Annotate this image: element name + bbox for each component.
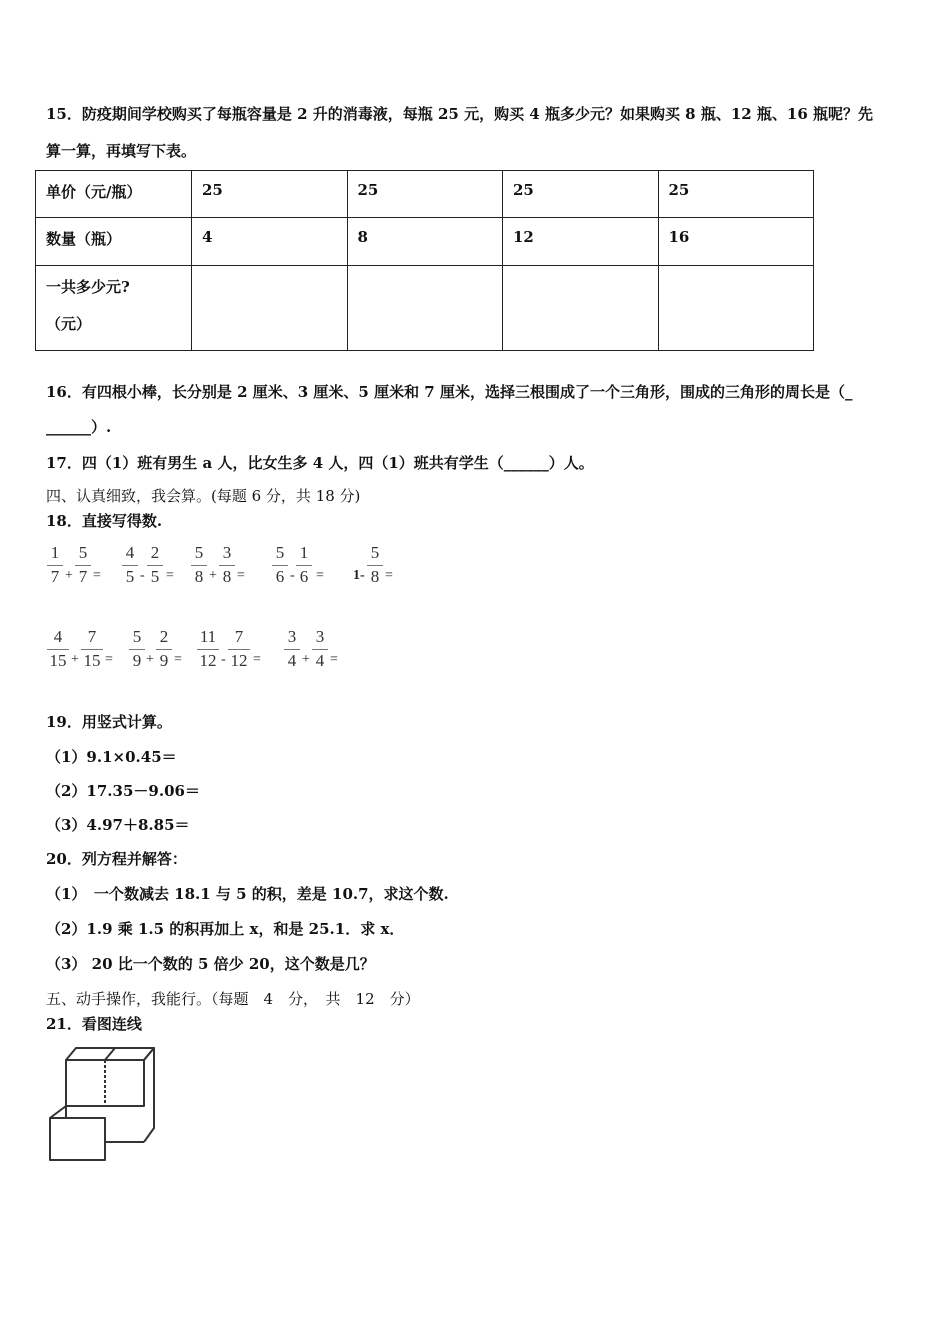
q19-item: （2）17.35－9.06＝ <box>46 782 200 800</box>
table-cell: 25 <box>503 171 659 218</box>
table-cell: 8 <box>347 218 503 266</box>
table-row-header <box>36 266 192 351</box>
table-cell: 4 <box>192 218 348 266</box>
section-five-heading: 五、动手操作，我能行。（每题 4 分， 共 12 分） <box>46 990 420 1008</box>
q15-line1: 15．防疫期间学校购买了每瓶容量是 2 升的消毒液，每瓶 25 元，购买 4 瓶多少元？如果购买 8 瓶、12 瓶、16 瓶呢？先 <box>46 105 874 123</box>
price-table <box>35 170 814 351</box>
q19-item: （1）9.1×0.45＝ <box>46 748 177 766</box>
table-cell: 16 <box>658 218 814 266</box>
q20-item: （1） 一个数减去 18.1 与 5 的积，差是 10.7，求这个数. <box>46 885 449 903</box>
table-cell: 12 <box>503 218 659 266</box>
cube-top-face <box>50 1106 105 1118</box>
cube-edge <box>105 1142 144 1160</box>
q17-text: 17．四（1）班有男生 a 人，比女生多 4 人，四（1）班共有学生（______）人。 <box>46 454 594 472</box>
q19-title: 19．用竖式计算。 <box>46 713 172 731</box>
table-row <box>36 266 814 351</box>
table-cell: 25 <box>347 171 503 218</box>
table-cell: 25 <box>192 171 348 218</box>
q18-title: 18．直接写得数. <box>46 512 163 530</box>
cube-figure <box>44 1044 160 1164</box>
section-four-heading: 四、认真细致，我会算。(每题 6 分，共 18 分) <box>46 487 361 505</box>
header-line: 一共多少元? <box>46 278 130 296</box>
q21-title: 21．看图连线 <box>46 1015 142 1033</box>
cube-side-face <box>144 1048 154 1142</box>
q16-line2: ______）. <box>46 418 112 436</box>
header-line: （元） <box>46 315 92 333</box>
cube-front-face <box>50 1118 105 1160</box>
answer-cell[interactable] <box>503 266 659 351</box>
q16-line1: 16．有四根小棒，长分别是 2 厘米、3 厘米、5 厘米和 7 厘米，选择三根围成了一个三角形，围成的三角形的周长是（_ <box>46 383 853 401</box>
table-row-header: 单价（元/瓶） <box>36 171 192 218</box>
table-row <box>36 218 814 266</box>
q20-item: （3） 20 比一个数的 5 倍少 20，这个数是几？ <box>46 955 375 973</box>
q20-item: （2）1.9 乘 1.5 的积再加上 x，和是 25.1．求 x． <box>46 920 405 938</box>
table-cell: 25 <box>658 171 814 218</box>
table-row-header: 数量（瓶） <box>36 218 192 266</box>
q15-line2: 算一算，再填写下表。 <box>46 142 197 160</box>
answer-cell[interactable] <box>658 266 814 351</box>
answer-cell[interactable] <box>192 266 348 351</box>
cube-edge <box>105 1048 115 1060</box>
q20-title: 20．列方程并解答： <box>46 850 187 868</box>
q19-item: （3）4.97＋8.85＝ <box>46 816 190 834</box>
answer-cell[interactable] <box>347 266 503 351</box>
table-row <box>36 171 814 218</box>
